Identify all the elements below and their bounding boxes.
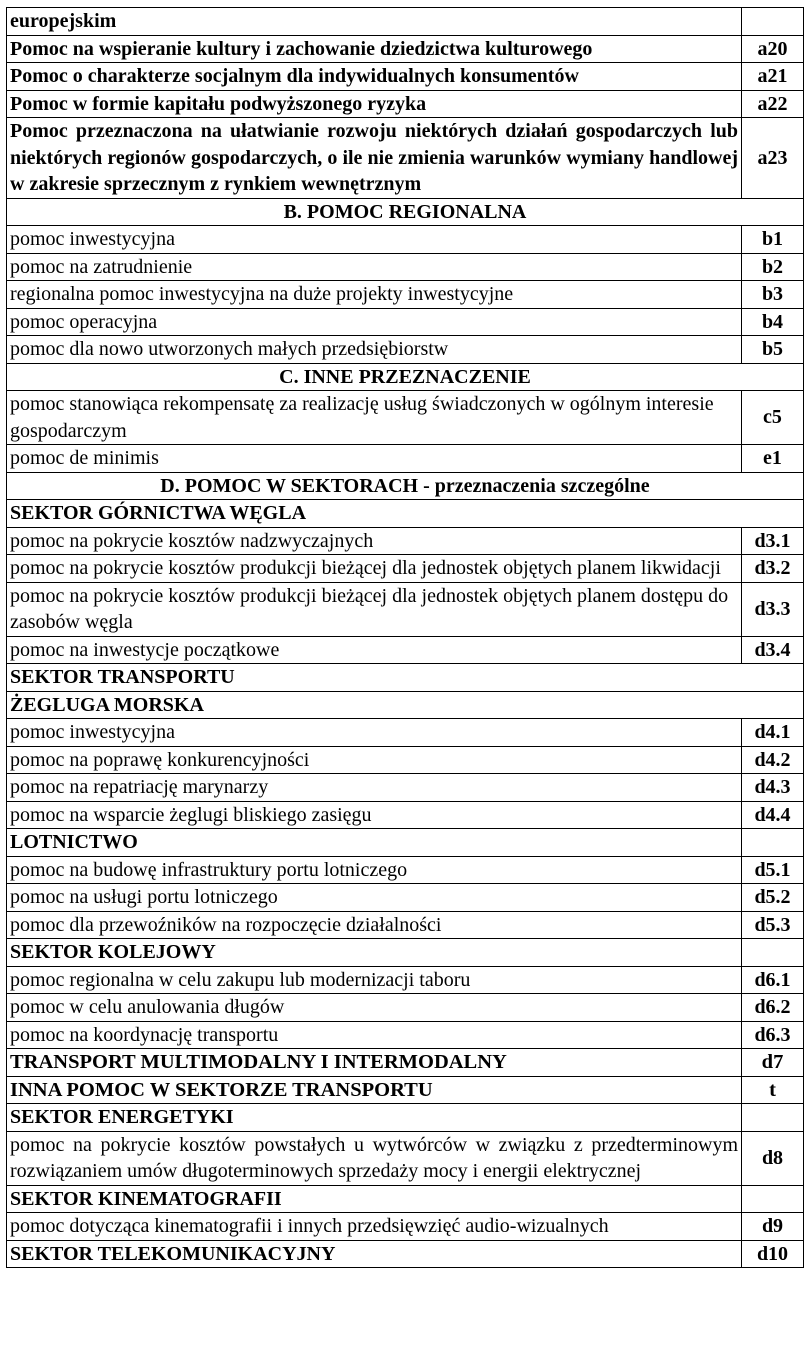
aid-description: pomoc na usługi portu lotniczego [7,884,742,912]
aid-code [742,1185,804,1213]
aid-code: e1 [742,445,804,473]
sector-header-row [7,939,804,967]
aid-description: pomoc stanowiąca rekompensatę za realizację usług świadczonych w ogólnym interesie gospodarczym [7,391,742,445]
sector-title: LOTNICTWO [7,829,742,857]
table-row [7,801,804,829]
table-row [7,994,804,1022]
table-row [7,1213,804,1241]
aid-description: pomoc na pokrycie kosztów nadzwyczajnych [7,527,742,555]
table-row [7,391,804,445]
aid-code: d6.3 [742,1021,804,1049]
aid-code: b1 [742,226,804,254]
aid-code: a20 [742,35,804,63]
sector-header-row [7,1104,804,1132]
sector-title: SEKTOR TRANSPORTU [7,664,804,692]
table-row [7,445,804,473]
aid-code: a22 [742,90,804,118]
table-row [7,118,804,199]
section-title: C. INNE PRZEZNACZENIE [7,363,804,391]
aid-description: pomoc na budowę infrastruktury portu lotniczego [7,856,742,884]
aid-code: c5 [742,391,804,445]
aid-description: pomoc na inwestycje początkowe [7,636,742,664]
aid-description: pomoc dotycząca kinematografii i innych przedsięwzięć audio-wizualnych [7,1213,742,1241]
aid-description: pomoc dla nowo utworzonych małych przedsiębiorstw [7,336,742,364]
aid-code: d5.1 [742,856,804,884]
sector-title: ŻEGLUGA MORSKA [7,691,804,719]
sector-header-row [7,1240,804,1268]
table-row [7,226,804,254]
aid-description: pomoc inwestycyjna [7,226,742,254]
section-header-row [7,363,804,391]
table-row [7,1131,804,1185]
aid-description: pomoc na pokrycie kosztów produkcji bieżącej dla jednostek objętych planem likwidacji [7,555,742,583]
aid-code: d8 [742,1131,804,1185]
table-row [7,8,804,36]
aid-code: d5.3 [742,911,804,939]
sector-title: TRANSPORT MULTIMODALNY I INTERMODALNY [7,1049,742,1077]
aid-code: d4.2 [742,746,804,774]
table-row [7,719,804,747]
table-row [7,281,804,309]
aid-code: d6.1 [742,966,804,994]
aid-code [742,829,804,857]
aid-code: d3.2 [742,555,804,583]
aid-description: Pomoc o charakterze socjalnym dla indywidualnych konsumentów [7,63,742,91]
aid-description: regionalna pomoc inwestycyjna na duże projekty inwestycyjne [7,281,742,309]
table-row [7,63,804,91]
aid-code [742,8,804,36]
aid-code: d3.1 [742,527,804,555]
aid-description: pomoc na zatrudnienie [7,253,742,281]
table-row [7,90,804,118]
sector-title: SEKTOR TELEKOMUNIKACYJNY [7,1240,742,1268]
aid-code: d4.1 [742,719,804,747]
aid-description: Pomoc w formie kapitału podwyższonego ryzyka [7,90,742,118]
table-row [7,527,804,555]
aid-code: d7 [742,1049,804,1077]
aid-description: pomoc regionalna w celu zakupu lub modernizacji taboru [7,966,742,994]
aid-description: Pomoc przeznaczona na ułatwianie rozwoju niektórych działań gospodarczych lub niektórych regionów gospodarczych, o ile nie zmienia warunków wymiany handlowej w zakresie sprzecznym z rynkiem wewnętrznym [7,118,742,199]
table-row [7,636,804,664]
aid-description: pomoc na pokrycie kosztów powstałych u wytwórców w związku z przedterminowym rozwiązaniem umów długoterminowych sprzedaży mocy i energii elektrycznej [7,1131,742,1185]
table-row [7,911,804,939]
aid-code: d6.2 [742,994,804,1022]
sector-title: SEKTOR GÓRNICTWA WĘGLA [7,500,804,528]
aid-description: pomoc na poprawę konkurencyjności [7,746,742,774]
aid-code [742,939,804,967]
table-row [7,582,804,636]
aid-classification-table [6,7,804,1268]
aid-code [742,1104,804,1132]
sector-header-row [7,1076,804,1104]
sector-title: INNA POMOC W SEKTORZE TRANSPORTU [7,1076,742,1104]
sector-header-row [7,664,804,692]
aid-code: d4.4 [742,801,804,829]
sector-header-row [7,1185,804,1213]
aid-description: Pomoc na wspieranie kultury i zachowanie dziedzictwa kulturowego [7,35,742,63]
table-row [7,746,804,774]
table-row [7,35,804,63]
aid-code: b5 [742,336,804,364]
sector-header-row [7,1049,804,1077]
sector-title: SEKTOR KINEMATOGRAFII [7,1185,742,1213]
table-row [7,308,804,336]
aid-description: pomoc dla przewoźników na rozpoczęcie działalności [7,911,742,939]
section-title: B. POMOC REGIONALNA [7,198,804,226]
aid-description: pomoc inwestycyjna [7,719,742,747]
aid-code: b2 [742,253,804,281]
section-header-row [7,198,804,226]
table-row [7,336,804,364]
table-row [7,774,804,802]
table-row [7,1021,804,1049]
aid-description: pomoc na repatriację marynarzy [7,774,742,802]
sector-title: SEKTOR ENERGETYKI [7,1104,742,1132]
aid-code: t [742,1076,804,1104]
sector-header-row [7,691,804,719]
table-body [7,8,804,1268]
aid-code: d3.4 [742,636,804,664]
table-row [7,884,804,912]
aid-code: b3 [742,281,804,309]
section-title: D. POMOC W SEKTORACH - przeznaczenia szczególne [7,472,804,500]
aid-description: europejskim [7,8,742,36]
table-row [7,253,804,281]
sector-header-row [7,500,804,528]
section-header-row [7,472,804,500]
aid-code: b4 [742,308,804,336]
aid-description: pomoc na wsparcie żeglugi bliskiego zasięgu [7,801,742,829]
sector-title: SEKTOR KOLEJOWY [7,939,742,967]
table-row [7,966,804,994]
aid-code: d5.2 [742,884,804,912]
aid-code: d9 [742,1213,804,1241]
aid-code: a21 [742,63,804,91]
table-row [7,555,804,583]
aid-description: pomoc de minimis [7,445,742,473]
sector-header-row [7,829,804,857]
aid-description: pomoc na koordynację transportu [7,1021,742,1049]
aid-code: a23 [742,118,804,199]
aid-description: pomoc operacyjna [7,308,742,336]
aid-description: pomoc na pokrycie kosztów produkcji bieżącej dla jednostek objętych planem dostępu do zasobów węgla [7,582,742,636]
aid-code: d3.3 [742,582,804,636]
aid-code: d10 [742,1240,804,1268]
aid-code: d4.3 [742,774,804,802]
aid-description: pomoc w celu anulowania długów [7,994,742,1022]
table-row [7,856,804,884]
